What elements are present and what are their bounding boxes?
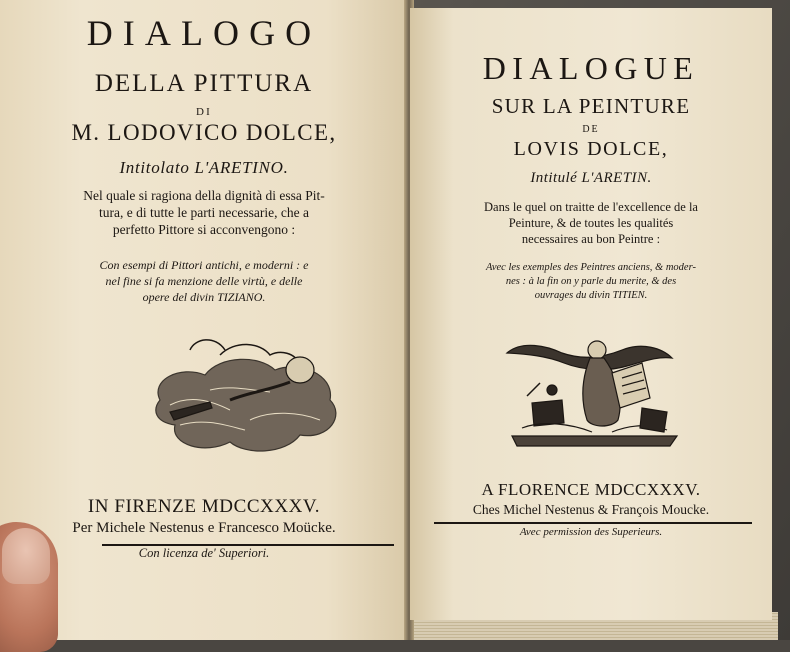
left-subtitle: DELLA PITTURA (94, 70, 314, 97)
right-imprint-rule (434, 522, 752, 524)
right-subtitle: SUR LA PEINTURE (491, 94, 691, 118)
left-imprint-printer: Per Michele Nestenus e Francesco Moücke. (72, 520, 336, 536)
left-desc-1: Nel quale si ragiona della dignità di essa Pit- (83, 188, 325, 203)
left-author: M. LODOVICO DOLCE, (71, 120, 337, 145)
right-examples-3: ouvrages du divin TITIEN. (534, 290, 648, 301)
right-license: Avec permission des Superieurs. (519, 526, 663, 538)
left-examples-2: nel fine si fa menzione delle virtù, e delle (105, 274, 303, 288)
right-examples-1: Avec les exemples des Peintres anciens, & moder- (486, 262, 696, 273)
right-desc-1: Dans le quel on traitte de l'excellence de la (484, 200, 698, 214)
right-imprint-printer: Ches Michel Nestenus & François Moucke. (472, 502, 710, 517)
left-titled: Intitolato L'ARETINO. (119, 158, 289, 177)
right-title: DIALOGUE (482, 50, 700, 86)
right-de: DE (582, 124, 600, 135)
right-author: LOVIS DOLCE, (513, 138, 669, 160)
right-titled: Intitulé L'ARETIN. (530, 170, 652, 186)
right-imprint-city: A FLORENCE MDCCXXXV. (481, 480, 701, 499)
left-desc-2: tura, e di tutte le parti necessarie, che a (99, 205, 309, 220)
left-license: Con licenza de' Superiori. (138, 546, 270, 560)
thumbnail-nail (2, 528, 50, 584)
right-examples-2: nes : à la fin on y parle du merite, & des (505, 276, 677, 287)
left-examples-3: opere del divin TIZIANO. (142, 290, 266, 304)
left-di: DI (195, 106, 212, 118)
allegory-painting-vignette (492, 328, 692, 458)
right-desc-3: necessaires au bon Peintre : (521, 232, 661, 246)
putto-trumpet-vignette (150, 330, 350, 460)
left-desc-3: perfetto Pittore si acconvengono : (112, 222, 296, 237)
left-title: DIALOGO (86, 13, 322, 53)
right-desc-2: Peinture, & de toutes les qualités (508, 216, 674, 230)
left-examples-1: Con esempi di Pittori antichi, e moderni : e (99, 258, 309, 272)
left-imprint-city: IN FIRENZE MDCCXXXV. (87, 496, 321, 517)
right-page (410, 8, 772, 620)
